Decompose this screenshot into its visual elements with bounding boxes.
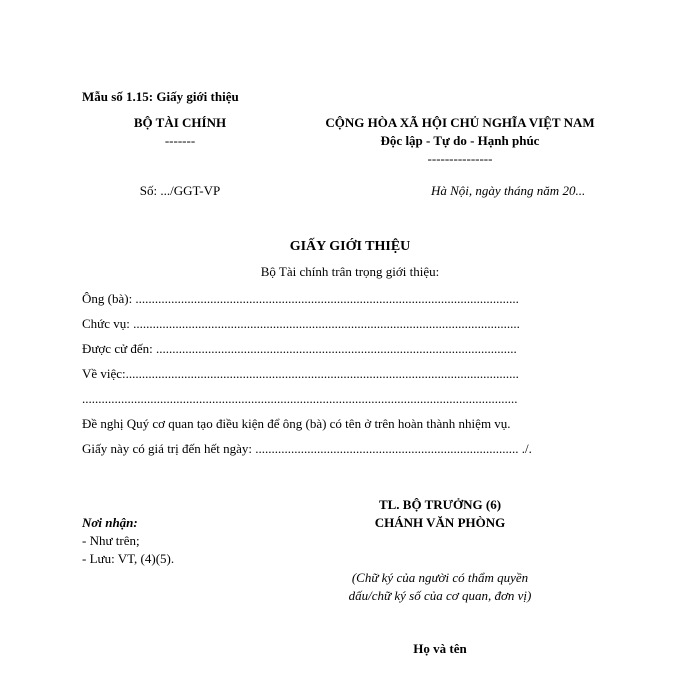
document-title: GIẤY GIỚI THIỆU	[289, 239, 411, 254]
field-destination: Được cử đến: ...............................................................................................................	[82, 341, 517, 356]
ministry-name: BỘ TÀI CHÍNH	[133, 115, 227, 130]
field-position: Chức vụ: .......................................................................................................................	[82, 316, 520, 331]
form-label: Mẫu số 1.15: Giấy giới thiệu	[82, 89, 239, 104]
signer-name: Họ và tên	[413, 641, 467, 656]
request-text: Đề nghị Quý cơ quan tạo điều kiện để ông (bà) có tên ở trên hoàn thành nhiệm vụ.	[82, 416, 511, 431]
validity-text: Giấy này có giá trị đến hết ngày: ................................................................................. ./.	[82, 441, 532, 456]
intro-text: Bộ Tài chính trân trọng giới thiệu:	[260, 264, 440, 279]
document-number: Số: .../GGT-VP	[139, 183, 221, 198]
field-purpose: Về việc:.........................................................................................................................	[82, 366, 519, 381]
recipient-item: - Như trên;	[82, 533, 140, 548]
field-name: Ông (bà): ......................................................................................................................	[82, 291, 519, 306]
signature-note-2: dấu/chữ ký số của cơ quan, đơn vị)	[348, 588, 532, 603]
recipient-item: - Lưu: VT, (4)(5).	[82, 551, 175, 566]
motto: Độc lập - Tự do - Hạnh phúc	[380, 133, 540, 148]
motto-rule: ---------------	[427, 151, 493, 166]
place-date: Hà Nội, ngày tháng năm 20...	[431, 183, 586, 198]
recipients-heading: Nơi nhận:	[82, 515, 138, 530]
nation-name: CỘNG HÒA XÃ HỘI CHỦ NGHĨA VIỆT NAM	[325, 115, 595, 130]
field-purpose-continued: ......................................................................................................................................	[82, 391, 518, 406]
ministry-rule: -------	[164, 133, 196, 148]
signature-title-1: TL. BỘ TRƯỞNG (6)	[378, 497, 502, 512]
signature-note-1: (Chữ ký của người có thẩm quyền	[351, 570, 529, 585]
signature-title-2: CHÁNH VĂN PHÒNG	[374, 515, 506, 530]
